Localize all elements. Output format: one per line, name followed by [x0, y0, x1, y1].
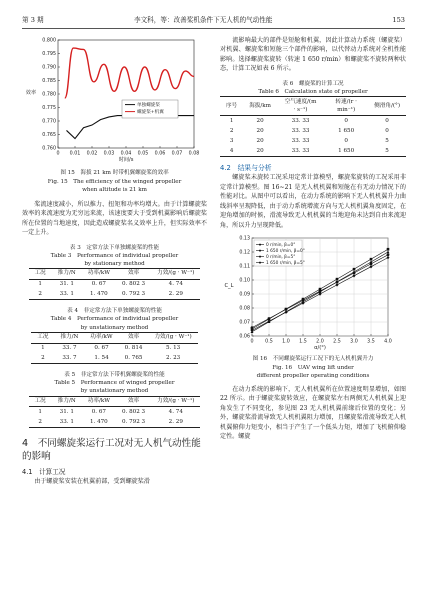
table-cell: 1	[38, 409, 42, 415]
table3-title-en1: Table 3 Performance of individual propeller	[50, 252, 179, 259]
table-cell: 20	[243, 146, 277, 156]
table-row	[31, 343, 197, 353]
table5-title-en2: by unstationary method	[80, 388, 149, 395]
table-cell: 0. 792 3	[116, 417, 151, 427]
legend-label: 0 r/min, β=0°	[266, 243, 296, 248]
table6-title-en: Table 6 Calculation state of propeller	[258, 88, 368, 95]
data-point	[387, 250, 390, 253]
table-header: 力效/(g · W⁻¹)	[151, 268, 200, 279]
legend-marker	[259, 256, 261, 258]
body-paragraph: 由于螺旋桨安装在机翼前部，受到螺旋桨滑	[34, 478, 150, 486]
x-tick-label: 0.5	[265, 339, 273, 345]
table-header: 功率/kW	[82, 396, 116, 407]
body-paragraph: 在动力系统的影响下，无人机机翼所在位置速度明显增加，如图 22 所示。由于螺旋桨旋转效应，在螺旋桨左右两侧无人机机翼上迎角发生了不同变化，参见图 23 无人机机翼前缘后位置的变化；另外，螺旋桨滑流导致无人机机翼阻力增加，且螺旋桨滑流导致无人机机翼俯仰力矩变小，相当于产生了一个低头力矩，增加了飞机俯仰稳定性。螺旋	[220, 385, 406, 440]
table-header: 效率	[116, 268, 151, 279]
y-tick-label: 0.765	[42, 133, 56, 139]
y-tick-label: 0.10	[239, 278, 250, 284]
table6-title	[220, 80, 406, 96]
legend-label: 1 650 r/min, β=0°	[266, 249, 305, 254]
table-header: 效率	[119, 332, 149, 343]
table-row	[31, 353, 197, 363]
table-cell: 4	[220, 146, 243, 156]
table-header: 工况	[31, 332, 54, 343]
table3-title	[22, 244, 207, 268]
table-cell: 0	[344, 137, 348, 144]
table-cell: 33. 7	[54, 353, 84, 363]
section-4-2-title: 4.2 结果与分析	[220, 163, 272, 172]
table-header: 工况	[29, 268, 52, 279]
plot-frame	[58, 40, 194, 148]
right-column	[220, 36, 406, 441]
table-row	[29, 407, 201, 417]
table-cell: 4. 74	[168, 409, 183, 415]
data-point	[251, 326, 254, 329]
fig15-caption	[22, 169, 207, 193]
table-cell: 3	[229, 137, 234, 144]
x-tick-label: 0	[250, 339, 254, 345]
table-header: 侧滑角/(°)	[368, 96, 406, 116]
table-cell: 1	[38, 281, 42, 288]
x-tick-label: 1.5	[299, 339, 307, 345]
table-header: 力效/(g · W⁻¹)	[148, 332, 197, 343]
table-cell: 1	[229, 118, 234, 125]
table-header: 推力/N	[54, 332, 84, 343]
table3-title-cn: 表 3 定常方法下单独螺旋桨的性能	[69, 244, 160, 251]
table-cell: 1	[41, 345, 45, 352]
series-line-1	[67, 116, 195, 139]
table3	[29, 268, 201, 301]
x-tick-label: 2.0	[316, 339, 324, 345]
section-4-title: 4 不同螺旋桨运行工况对无人机气动性能的影响	[22, 438, 201, 463]
table-cell: 5. 13	[165, 345, 181, 352]
legend-marker	[259, 244, 261, 246]
x-tick-label: 0.05	[137, 151, 149, 157]
x-tick-label: 3.0	[350, 339, 358, 345]
table-cell: 1 650	[324, 146, 368, 156]
x-tick-label: 4.0	[384, 339, 392, 345]
table-cell: 0. 67	[94, 345, 109, 352]
x-tick-label: 0.08	[188, 151, 200, 157]
table-cell: 2. 23	[148, 353, 197, 363]
table-cell: 33. 33	[291, 118, 310, 125]
x-tick-label: 0.07	[171, 151, 183, 157]
table-cell: 0. 802 3	[121, 281, 146, 288]
legend-marker	[259, 250, 261, 252]
table-cell: 2. 29	[151, 290, 200, 300]
table-cell: 0. 814	[124, 345, 143, 352]
data-point	[370, 258, 373, 261]
y-tick-label: 0.12	[239, 250, 250, 256]
table4-title-en2: by unstationary method	[80, 324, 149, 331]
left-column	[22, 36, 207, 487]
table-cell: 31. 1	[59, 409, 74, 415]
y-axis-label: C_L	[224, 283, 234, 289]
table-cell: 2	[29, 417, 52, 427]
legend-label: 单独螺旋桨	[137, 103, 160, 108]
y-tick-label: 0.09	[239, 292, 250, 298]
running-header	[22, 14, 405, 29]
table-cell: 5	[385, 137, 389, 144]
y-tick-label: 0.785	[42, 79, 56, 85]
table-cell: 20	[256, 127, 264, 134]
data-point	[353, 270, 356, 273]
running-title: 李文科，等：改善桨机条件下无人机的气动性能	[134, 16, 273, 24]
x-tick-label: 3.5	[367, 339, 375, 345]
table-cell: 0. 802 3	[121, 409, 146, 415]
y-tick-label: 0.780	[42, 92, 56, 98]
table-row	[29, 279, 201, 289]
table3-title-en2: by stationary method	[84, 260, 145, 267]
fig16-caption	[220, 355, 406, 379]
table-cell: 2	[229, 127, 234, 134]
table-header: 工况	[29, 396, 52, 407]
table-cell: 2	[29, 290, 52, 300]
y-tick-label: 0.06	[239, 334, 250, 340]
x-tick-label: 0.02	[86, 151, 98, 157]
table-header: 功率/kW	[84, 332, 118, 343]
legend-label: 螺旋桨+机翼	[137, 110, 164, 115]
table-cell: 2	[31, 353, 54, 363]
table-cell: 1. 54	[84, 353, 118, 363]
x-tick-label: 0.06	[154, 151, 166, 157]
table-cell: 1. 470	[82, 417, 116, 427]
table-header: 效率	[116, 396, 151, 407]
y-tick-label: 0.795	[42, 52, 56, 58]
table-cell: 33. 33	[277, 146, 324, 156]
body-paragraph: 流影响最大的部件是短舱和机翼，因此计算动力系统（螺旋桨）对机翼、螺旋桨和短舱三个部件的影响，以代替动力系统对全机性能影响。选择螺旋桨旋转（转速 1 650 r/min）和螺旋桨不旋转两种状态，计算工况如表 6 所示。	[220, 37, 406, 73]
table-cell: 4. 74	[168, 281, 183, 288]
data-point	[387, 253, 390, 256]
y-tick-label: 0.790	[42, 65, 56, 71]
body-paragraph: 桨流速度减小，所以推力、扭矩和功率均增大。由于计算螺旋桨效率的来流速度为无穷远来流，该速度要大于受到机翼影响后螺旋桨所在位置的当地速度，因此造成螺旋桨名义效率上升，但实际效率不一定上升。	[22, 200, 207, 237]
data-point	[387, 256, 390, 259]
table-header: 转速/(r · min⁻¹)	[324, 96, 368, 116]
body-paragraph: 螺旋桨未旋转工况采用定常计算模型，螺旋桨旋转的工况采用非定常计算模型。图 16~21 是无人机机翼和短舱在有无动力情况下的性能对比。从图中可以看出，在动力系统的影响下无人机机翼升力曲线斜率呈现降低，由于动力系统增流方向与无人机机翼角度固定，在迎角增加的时候，滑流导致无人机机翼的当地迎角未达到自由来流迎角，所以升力呈现降低。	[220, 174, 406, 229]
y-tick-label: 0.11	[239, 264, 250, 270]
table5	[29, 396, 201, 429]
data-point	[387, 248, 390, 251]
table-cell: 33. 1	[52, 417, 82, 427]
table4	[31, 332, 197, 365]
x-tick-label: 0.01	[69, 151, 81, 157]
table-cell: 20	[256, 118, 264, 125]
x-tick-label: 0	[56, 151, 60, 157]
table4-title	[22, 307, 207, 331]
table-cell: 0. 67	[91, 281, 106, 288]
table-header: 序号	[220, 96, 243, 116]
table-row	[29, 417, 201, 427]
table-header: 推力/N	[52, 268, 82, 279]
table-cell: 5	[368, 146, 406, 156]
x-tick-label: 2.5	[333, 339, 341, 345]
fig16-caption-en2: different propeller operating conditions	[256, 372, 370, 379]
y-tick-label: 0.13	[239, 236, 250, 242]
fig16-caption-cn: 图 16 不同螺旋桨运行工况下的无人机机翼升力	[252, 356, 374, 363]
data-point	[302, 301, 305, 304]
table-cell: 0. 792 3	[116, 290, 151, 300]
page-number: 153	[392, 16, 405, 24]
table4-title-en1: Table 4 Performance of individual propeller	[50, 316, 179, 323]
table-row	[220, 146, 406, 156]
table-row	[220, 116, 406, 126]
section-4-1-title: 4.1 计算工况	[22, 467, 66, 476]
table-cell: 33. 1	[52, 290, 82, 300]
y-tick-label: 0.760	[42, 146, 56, 152]
table-cell: 33. 33	[291, 137, 310, 144]
x-tick-label: 0.03	[103, 151, 115, 157]
data-point	[370, 265, 373, 268]
series-line-2	[65, 48, 194, 98]
y-tick-label: 0.800	[42, 38, 56, 44]
table5-title	[22, 371, 207, 395]
data-point	[353, 268, 356, 271]
table-cell: 1 650	[338, 127, 355, 134]
table-header: 推力/N	[52, 396, 82, 407]
table6-title-cn: 表 6 螺旋桨的计算工况	[282, 80, 344, 87]
x-tick-label: 0.04	[120, 151, 132, 157]
data-point	[268, 317, 271, 320]
data-point	[370, 260, 373, 263]
y-tick-label: 0.770	[42, 119, 56, 125]
table-cell: 0	[385, 118, 389, 125]
table-cell: 33. 7	[62, 345, 77, 352]
y-tick-label: 0.08	[239, 306, 250, 312]
table-row	[220, 126, 406, 136]
data-point	[336, 283, 339, 286]
fig16-caption-en1: Fig. 16 UAV wing lift under	[272, 364, 354, 371]
y-tick-label: 0.07	[239, 320, 250, 326]
table6	[220, 96, 406, 157]
table-cell: 33. 33	[291, 127, 310, 134]
table-cell: 1. 470	[82, 290, 116, 300]
x-tick-label: 1.0	[282, 339, 290, 345]
data-point	[336, 278, 339, 281]
table4-title-cn: 表 4 非定常方法下单独螺旋桨的性能	[67, 308, 162, 315]
lift-chart	[220, 234, 406, 352]
table-header: 功率/kW	[82, 268, 116, 279]
table-header: 海拔/km	[243, 96, 277, 116]
legend-marker	[259, 262, 261, 264]
table-cell: 0	[344, 118, 348, 125]
table-cell: 2. 29	[151, 417, 200, 427]
table-row	[220, 136, 406, 146]
legend-label: 1 650 r/min, β=5°	[266, 261, 305, 266]
y-tick-label: 0.775	[42, 106, 56, 112]
table-cell: 31. 1	[59, 281, 74, 288]
table5-title-en1: Table 5 Performance of winged propeller	[54, 380, 175, 387]
efficiency-chart	[22, 36, 207, 166]
data-point	[353, 274, 356, 277]
table5-title-cn: 表 5 非定常方法下带机翼螺旋桨的性能	[64, 372, 165, 379]
table-cell: 0. 765	[119, 353, 149, 363]
table-header: 空气速度/(m · s⁻¹)	[277, 96, 324, 116]
table-cell: 20	[256, 137, 264, 144]
x-axis-label: α/(°)	[314, 345, 326, 351]
table-cell: 0. 67	[91, 409, 106, 415]
legend-label: 0 r/min, β=5°	[266, 255, 296, 260]
table-header: 力效/(g · W⁻¹)	[151, 396, 200, 407]
fig15-caption-cn: 图 15 海拔 21 km 时带机翼螺旋桨的效率	[60, 170, 169, 177]
issue-label: 第 3 期	[22, 16, 44, 24]
table-cell: 0	[385, 127, 389, 134]
table-row	[29, 290, 201, 300]
y-axis-label: 效率	[25, 90, 37, 96]
fig15-caption-en2: when altitude is 21 km	[82, 186, 147, 193]
x-axis-label: 时间/s	[118, 157, 134, 163]
fig15-caption-en1: Fig. 15 The efficiency of the winged propeller	[47, 178, 182, 185]
